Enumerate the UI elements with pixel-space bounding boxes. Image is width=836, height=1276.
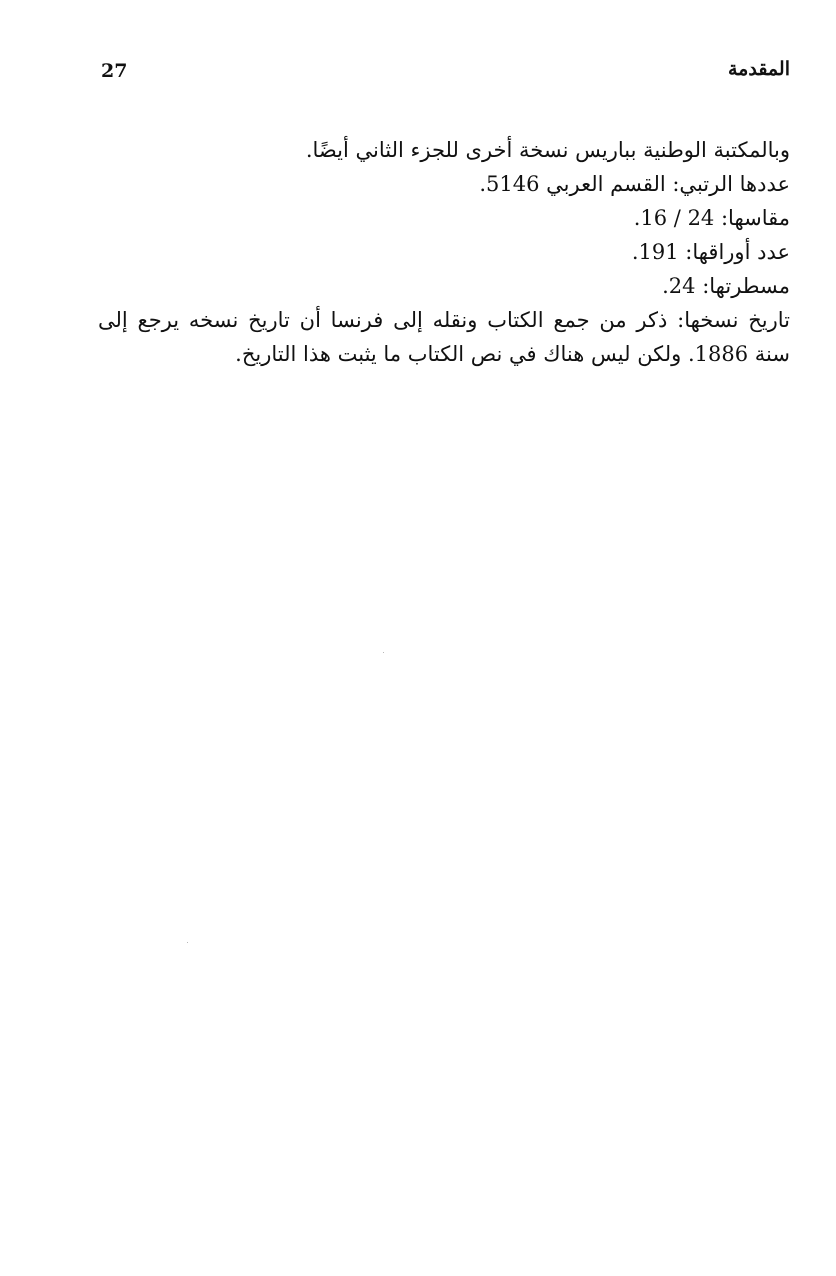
paragraph-line: تاريخ نسخها: ذكر من جمع الكتاب ونقله إلى فرنسا أن تاريخ نسخه يرجع إلى سنة 1886. ولكن ليس هناك في نص الكتاب ما يثبت هذا التاريخ. [98, 308, 790, 366]
running-title: المقدمة [727, 58, 790, 80]
paragraph-line: مقاسها: 24 / 16. [633, 206, 790, 230]
paragraph-line: وبالمكتبة الوطنية بباريس نسخة أخرى للجزء الثاني أيضًا. [305, 138, 790, 162]
manuscript-description [98, 133, 790, 371]
scan-speck [383, 652, 384, 653]
scan-speck [187, 942, 188, 943]
paragraph-line: مسطرتها: 24. [662, 274, 790, 298]
page-number: 27 [101, 60, 128, 82]
paragraph-line: عدد أوراقها: 191. [631, 240, 790, 264]
paragraph-line: عددها الرتبي: القسم العربي 5146. [479, 172, 790, 196]
